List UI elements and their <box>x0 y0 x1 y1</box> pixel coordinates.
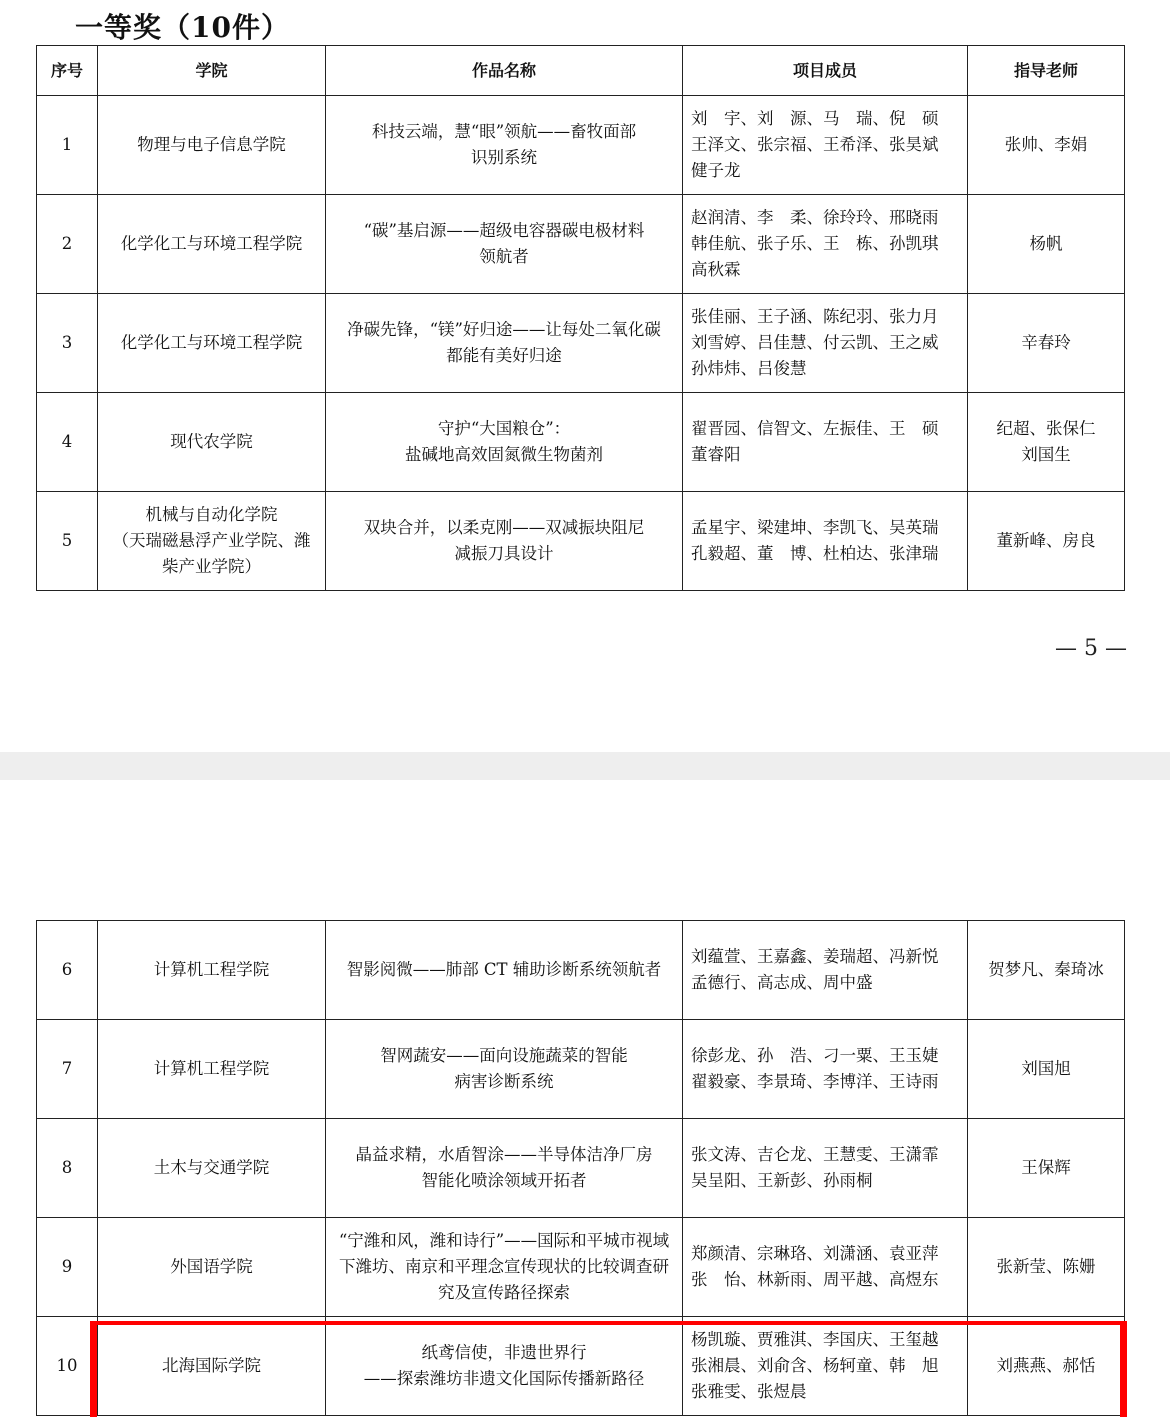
cell-advisors-line: 贺梦凡、秦琦冰 <box>988 960 1104 979</box>
cell-work-line: “宁潍和风，潍和诗行”——国际和平城市视域 <box>338 1231 670 1250</box>
page-number: — 5 — <box>1055 636 1127 661</box>
cell-work <box>326 1218 683 1317</box>
cell-work-line: 守护“大国粮仓”： <box>437 419 571 438</box>
header-members: 项目成员 <box>683 46 968 96</box>
table-body <box>37 921 1125 1416</box>
cell-work <box>326 492 683 591</box>
cell-members-line: 郑颜清、宗琳珞、刘潇涵、袁亚萍 <box>691 1244 939 1263</box>
cell-work <box>326 1119 683 1218</box>
cell-advisors-line: 刘国生 <box>1021 445 1071 464</box>
cell-work-line: 晶益求精，水盾智涂——半导体洁净厂房 <box>355 1145 653 1164</box>
table-row <box>37 1218 1125 1317</box>
cell-work-line: 下潍坊、南京和平理念宣传现状的比较调查研 <box>339 1257 669 1276</box>
cell-work <box>326 1317 683 1416</box>
cell-num-line: 5 <box>61 531 73 550</box>
cell-work-line: 净碳先锋，“镁”好归途——让每处二氧化碳 <box>347 320 661 339</box>
table-header-row <box>37 46 1125 96</box>
cell-num <box>37 1119 98 1218</box>
cell-members <box>683 1218 968 1317</box>
cell-members-line: 吴呈阳、王新彭、孙雨桐 <box>691 1171 873 1190</box>
table-row <box>37 393 1125 492</box>
cell-work-line: 识别系统 <box>471 148 537 167</box>
cell-members-line: 董睿阳 <box>691 445 741 464</box>
cell-members-line: 健子龙 <box>691 161 741 180</box>
cell-advisors <box>968 195 1125 294</box>
cell-advisors <box>968 492 1125 591</box>
cell-num-line: 7 <box>61 1059 73 1078</box>
cell-members <box>683 393 968 492</box>
cell-num <box>37 96 98 195</box>
cell-college-line: 计算机工程学院 <box>153 1059 270 1078</box>
cell-num-line: 9 <box>61 1257 73 1276</box>
cell-members-line: 孔毅超、董 博、杜柏达、张津瑞 <box>691 544 939 563</box>
cell-members-line: 高秋霖 <box>691 260 741 279</box>
cell-members <box>683 294 968 393</box>
cell-work-line: 领航者 <box>479 247 529 266</box>
cell-num-line: 1 <box>61 135 73 154</box>
cell-college-line: 机械与自动化学院 <box>145 505 278 524</box>
table-row <box>37 1020 1125 1119</box>
cell-college-line: 北海国际学院 <box>162 1356 261 1375</box>
cell-num-line: 4 <box>61 432 73 451</box>
cell-work-line: 双块合并，以柔克刚——双减振块阻尼 <box>363 518 645 537</box>
cell-members-line: 刘雪婷、吕佳慧、付云凯、王之威 <box>691 333 939 352</box>
cell-work-line: 纸鸢信使，非遗世界行 <box>421 1343 587 1362</box>
cell-num-line: 8 <box>61 1158 73 1177</box>
cell-college-line: （天瑞磁悬浮产业学院、潍 <box>112 531 311 550</box>
cell-college <box>98 294 326 393</box>
cell-num <box>37 1317 98 1416</box>
cell-num <box>37 195 98 294</box>
cell-college <box>98 1020 326 1119</box>
cell-members-line: 刘 宇、刘 源、马 瑞、倪 硕 <box>691 109 939 128</box>
cell-members-line: 张佳丽、王子涵、陈纪羽、张力月 <box>691 307 939 326</box>
table-row <box>37 195 1125 294</box>
header-college: 学院 <box>98 46 326 96</box>
cell-college-line: 化学化工与环境工程学院 <box>120 333 303 352</box>
cell-members-line: 徐彭龙、孙 浩、刁一粟、王玉婕 <box>691 1046 939 1065</box>
cell-members-line: 翟毅豪、李景琦、李博洋、王诗雨 <box>691 1072 939 1091</box>
cell-members <box>683 1119 968 1218</box>
table-row <box>37 294 1125 393</box>
cell-work-line: ——探索潍坊非遗文化国际传播新路径 <box>363 1369 645 1388</box>
cell-members-line: 孙炜炜、吕俊慧 <box>691 359 807 378</box>
awards-table-page-6 <box>36 920 1125 1416</box>
table-row <box>37 96 1125 195</box>
cell-advisors <box>968 921 1125 1020</box>
cell-college <box>98 1119 326 1218</box>
cell-num-line: 6 <box>61 960 73 979</box>
cell-num-line: 3 <box>61 333 73 352</box>
cell-advisors-line: 张新莹、陈姗 <box>996 1257 1096 1276</box>
cell-advisors <box>968 1020 1125 1119</box>
cell-work <box>326 294 683 393</box>
cell-members <box>683 195 968 294</box>
cell-work <box>326 393 683 492</box>
cell-members-line: 翟晋园、信智文、左振佳、王 硕 <box>691 419 939 438</box>
awards-table-page-5 <box>36 45 1125 591</box>
cell-members-line: 张 怡、林新雨、周平越、高煜东 <box>691 1270 939 1289</box>
cell-work-line: 科技云端，慧“眼”领航——畜牧面部 <box>371 122 637 141</box>
cell-college-line: 土木与交通学院 <box>153 1158 270 1177</box>
header-advisors: 指导老师 <box>968 46 1125 96</box>
cell-num-line: 2 <box>61 234 73 253</box>
cell-work <box>326 1020 683 1119</box>
cell-work <box>326 96 683 195</box>
cell-college-line: 计算机工程学院 <box>153 960 270 979</box>
cell-members-line: 孟德行、高志成、周中盛 <box>691 973 873 992</box>
cell-work-line: 都能有美好归途 <box>446 346 562 365</box>
cell-work-line: 智影阅微——肺部 CT 辅助诊断系统领航者 <box>346 960 662 979</box>
cell-college-line: 柴产业学院） <box>162 557 261 576</box>
cell-members-line: 张文涛、吉仑龙、王慧雯、王潇霏 <box>691 1145 939 1164</box>
cell-num <box>37 921 98 1020</box>
cell-members-line: 赵润清、李 柔、徐玲玲、邢晓雨 <box>691 208 939 227</box>
cell-work-line: 智网蔬安——面向设施蔬菜的智能 <box>380 1046 628 1065</box>
cell-college <box>98 393 326 492</box>
cell-members-line: 张雅雯、张煜晨 <box>691 1382 807 1401</box>
cell-work-line: 究及宣传路径探索 <box>438 1283 570 1302</box>
cell-advisors <box>968 1119 1125 1218</box>
cell-num <box>37 1218 98 1317</box>
cell-members <box>683 96 968 195</box>
cell-num <box>37 492 98 591</box>
cell-advisors-line: 刘燕燕、郝恬 <box>996 1356 1096 1375</box>
cell-college <box>98 1218 326 1317</box>
cell-college-line: 化学化工与环境工程学院 <box>120 234 303 253</box>
cell-work-line: 智能化喷涂领域开拓者 <box>421 1171 587 1190</box>
cell-advisors <box>968 1218 1125 1317</box>
cell-college-line: 外国语学院 <box>170 1257 253 1276</box>
cell-college-line: 现代农学院 <box>170 432 253 451</box>
cell-advisors-line: 王保辉 <box>1021 1158 1071 1177</box>
cell-college <box>98 96 326 195</box>
cell-advisors <box>968 393 1125 492</box>
cell-members-line: 刘蕴萱、王嘉鑫、姜瑞超、冯新悦 <box>691 947 939 966</box>
cell-num <box>37 1020 98 1119</box>
cell-advisors-line: 杨帆 <box>1029 234 1063 253</box>
cell-num <box>37 294 98 393</box>
cell-college <box>98 492 326 591</box>
cell-work-line: 病害诊断系统 <box>454 1072 554 1091</box>
cell-work-line: 盐碱地高效固氮微生物菌剂 <box>405 445 603 464</box>
cell-work <box>326 195 683 294</box>
cell-members <box>683 1020 968 1119</box>
cell-advisors <box>968 294 1125 393</box>
cell-members-line: 孟星宇、梁建坤、李凯飞、吴英瑞 <box>691 518 939 537</box>
cell-college <box>98 195 326 294</box>
cell-members <box>683 921 968 1020</box>
section-title: 一等奖（10件） <box>75 11 290 44</box>
page-separator <box>0 752 1170 780</box>
cell-work-line: 减振刀具设计 <box>454 544 554 563</box>
table-body <box>37 96 1125 591</box>
table-row <box>37 1317 1125 1416</box>
cell-members-line: 王泽文、张宗福、王希泽、张昊斌 <box>691 135 939 154</box>
cell-advisors-line: 辛春玲 <box>1021 333 1071 352</box>
cell-advisors <box>968 1317 1125 1416</box>
cell-advisors <box>968 96 1125 195</box>
cell-college <box>98 921 326 1020</box>
table-row <box>37 1119 1125 1218</box>
cell-advisors-line: 纪超、张保仁 <box>996 419 1096 438</box>
cell-work <box>326 921 683 1020</box>
cell-members-line: 韩佳航、张子乐、王 栋、孙凯琪 <box>691 234 939 253</box>
cell-members <box>683 492 968 591</box>
header-work: 作品名称 <box>326 46 683 96</box>
cell-work-line: “碳”基启源——超级电容器碳电极材料 <box>363 221 645 240</box>
cell-college <box>98 1317 326 1416</box>
table-row <box>37 921 1125 1020</box>
header-num: 序号 <box>37 46 98 96</box>
cell-num-line: 10 <box>56 1356 78 1375</box>
cell-advisors-line: 刘国旭 <box>1021 1059 1071 1078</box>
cell-members <box>683 1317 968 1416</box>
cell-members-line: 杨凯璇、贾雅淇、李国庆、王玺越 <box>691 1330 939 1349</box>
cell-advisors-line: 董新峰、房良 <box>996 531 1096 550</box>
cell-members-line: 张湘晨、刘俞含、杨轲童、韩 旭 <box>691 1356 939 1375</box>
cell-college-line: 物理与电子信息学院 <box>137 135 286 154</box>
cell-advisors-line: 张帅、李娟 <box>1004 135 1088 154</box>
table-row <box>37 492 1125 591</box>
cell-num <box>37 393 98 492</box>
